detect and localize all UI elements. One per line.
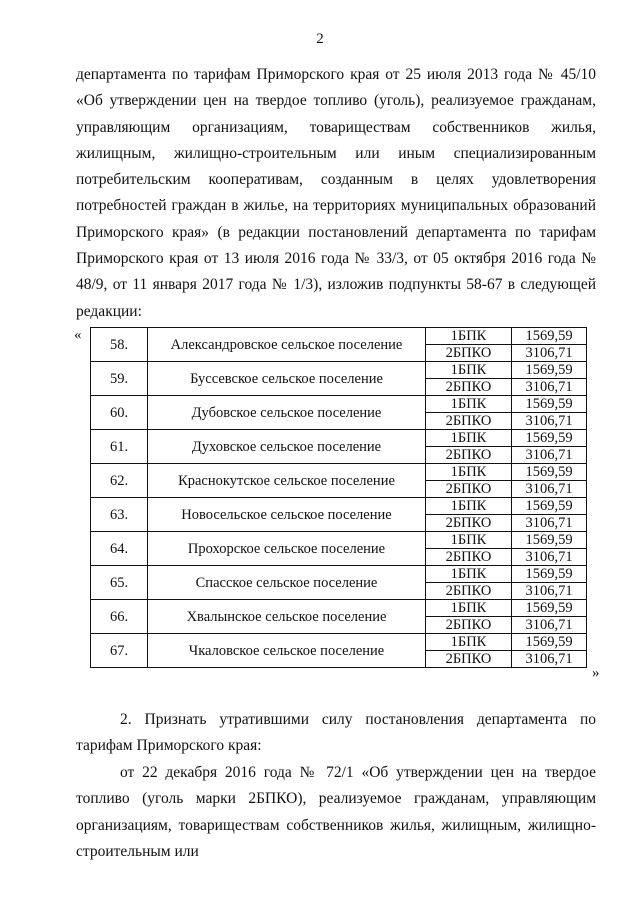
row-number: 59. <box>91 362 148 396</box>
settlement-name: Дубовское сельское поселение <box>148 396 426 430</box>
row-number: 64. <box>91 532 148 566</box>
fuel-grade: 1БПК <box>426 498 512 515</box>
price-value: 1569,59 <box>512 328 587 345</box>
settlement-name: Чкаловское сельское поселение <box>148 634 426 668</box>
repealed-decree-line: (уголь марки 2БПКО), реализуемое гражданам, управляющим организациям, <box>76 790 596 834</box>
settlement-name: Прохорское сельское поселение <box>148 532 426 566</box>
tariff-table-body <box>91 328 587 668</box>
fuel-grade: 2БПКО <box>426 481 512 498</box>
fuel-grade: 2БПКО <box>426 413 512 430</box>
price-value: 3106,71 <box>512 413 587 430</box>
item-2-line: 2. Признать утратившими силу постановления департамента по тарифам <box>76 711 596 755</box>
fuel-grade: 1БПК <box>426 328 512 345</box>
price-value: 1569,59 <box>512 464 587 481</box>
item-2-paragraph <box>76 707 596 760</box>
price-value: 1569,59 <box>512 498 587 515</box>
fuel-grade: 2БПКО <box>426 379 512 396</box>
row-number: 61. <box>91 430 148 464</box>
price-value: 1569,59 <box>512 362 587 379</box>
table-row <box>91 566 587 583</box>
fuel-grade: 2БПКО <box>426 447 512 464</box>
repealed-decree-paragraph <box>76 760 596 865</box>
fuel-grade: 1БПК <box>426 634 512 651</box>
settlement-name: Буссевское сельское поселение <box>148 362 426 396</box>
price-value: 3106,71 <box>512 583 587 600</box>
price-value: 3106,71 <box>512 379 587 396</box>
tariff-table <box>90 327 587 668</box>
fuel-grade: 1БПК <box>426 600 512 617</box>
row-number: 60. <box>91 396 148 430</box>
fuel-grade: 2БПКО <box>426 583 512 600</box>
table-row <box>91 532 587 549</box>
price-value: 3106,71 <box>512 515 587 532</box>
row-number: 58. <box>91 328 148 362</box>
price-value: 3106,71 <box>512 549 587 566</box>
price-value: 1569,59 <box>512 634 587 651</box>
price-value: 1569,59 <box>512 532 587 549</box>
table-row <box>91 362 587 379</box>
settlement-name: Краснокутское сельское поселение <box>148 464 426 498</box>
opening-quote-mark: « <box>74 327 82 343</box>
fuel-grade: 2БПКО <box>426 345 512 362</box>
fuel-grade: 1БПК <box>426 532 512 549</box>
row-number: 65. <box>91 566 148 600</box>
fuel-grade: 1БПК <box>426 566 512 583</box>
table-row <box>91 600 587 617</box>
settlement-name: Александровское сельское поселение <box>148 328 426 362</box>
intro-line: в жилье, на территориях муниципальных образований Приморского края» <box>76 197 596 241</box>
settlement-name: Духовское сельское поселение <box>148 430 426 464</box>
intro-line: жилищно-строительным или иным специализированным потребительским <box>76 144 597 189</box>
fuel-grade: 2БПКО <box>426 651 512 668</box>
price-value: 1569,59 <box>512 566 587 583</box>
settlement-name: Хвалынское сельское поселение <box>148 600 426 634</box>
fuel-grade: 2БПКО <box>426 617 512 634</box>
item-2-line: Приморского края: <box>136 737 262 755</box>
intro-line: 2017 года № 1/3), изложив подпункты 58-67 в следующей редакции: <box>76 276 596 320</box>
fuel-grade: 1БПК <box>426 362 512 379</box>
row-number: 67. <box>91 634 148 668</box>
page-number: 2 <box>316 31 324 47</box>
fuel-grade: 2БПКО <box>426 549 512 566</box>
row-number: 62. <box>91 464 148 498</box>
intro-line: (в редакции постановлений департамента по тарифам Приморского края <box>76 223 597 268</box>
closing-quote-mark: » <box>592 665 600 681</box>
intro-line: департамента по тарифам Приморского края от 25 июля 2013 года № 45/10 <box>76 66 596 83</box>
fuel-grade: 1БПК <box>426 396 512 413</box>
table-row <box>91 498 587 515</box>
table-row <box>91 634 587 651</box>
intro-paragraph <box>76 62 596 325</box>
price-value: 3106,71 <box>512 651 587 668</box>
fuel-grade: 2БПКО <box>426 515 512 532</box>
fuel-grade: 1БПК <box>426 464 512 481</box>
price-value: 3106,71 <box>512 481 587 498</box>
intro-line: управляющим организациям, товариществам собственников жилья, жилищным, <box>76 118 596 162</box>
table-row <box>91 464 587 481</box>
intro-line: «Об утверждении цен на твердое топливо (уголь), реализуемое гражданам, <box>76 92 596 110</box>
row-number: 63. <box>91 498 148 532</box>
price-value: 3106,71 <box>512 447 587 464</box>
repealed-decree-line: товариществам собственников жилья, жилищным, жилищно-строительным или <box>76 816 597 860</box>
repealed-decree-line: от 22 декабря 2016 года № 72/1 «Об утверждении цен на твердое топливо <box>76 764 596 808</box>
table-row <box>91 396 587 413</box>
intro-line: от 13 июля 2016 года № 33/3, от 05 октября 2016 года № 48/9, от 11 января <box>76 250 597 294</box>
settlement-name: Спасское сельское поселение <box>148 566 426 600</box>
price-value: 1569,59 <box>512 600 587 617</box>
price-value: 1569,59 <box>512 430 587 447</box>
price-value: 3106,71 <box>512 345 587 362</box>
price-value: 3106,71 <box>512 617 587 634</box>
table-row <box>91 328 587 345</box>
table-row <box>91 430 587 447</box>
row-number: 66. <box>91 600 148 634</box>
intro-line: кооперативам, созданным в целях удовлетворения потребностей граждан <box>76 171 597 215</box>
price-value: 1569,59 <box>512 396 587 413</box>
fuel-grade: 1БПК <box>426 430 512 447</box>
settlement-name: Новосельское сельское поселение <box>148 498 426 532</box>
